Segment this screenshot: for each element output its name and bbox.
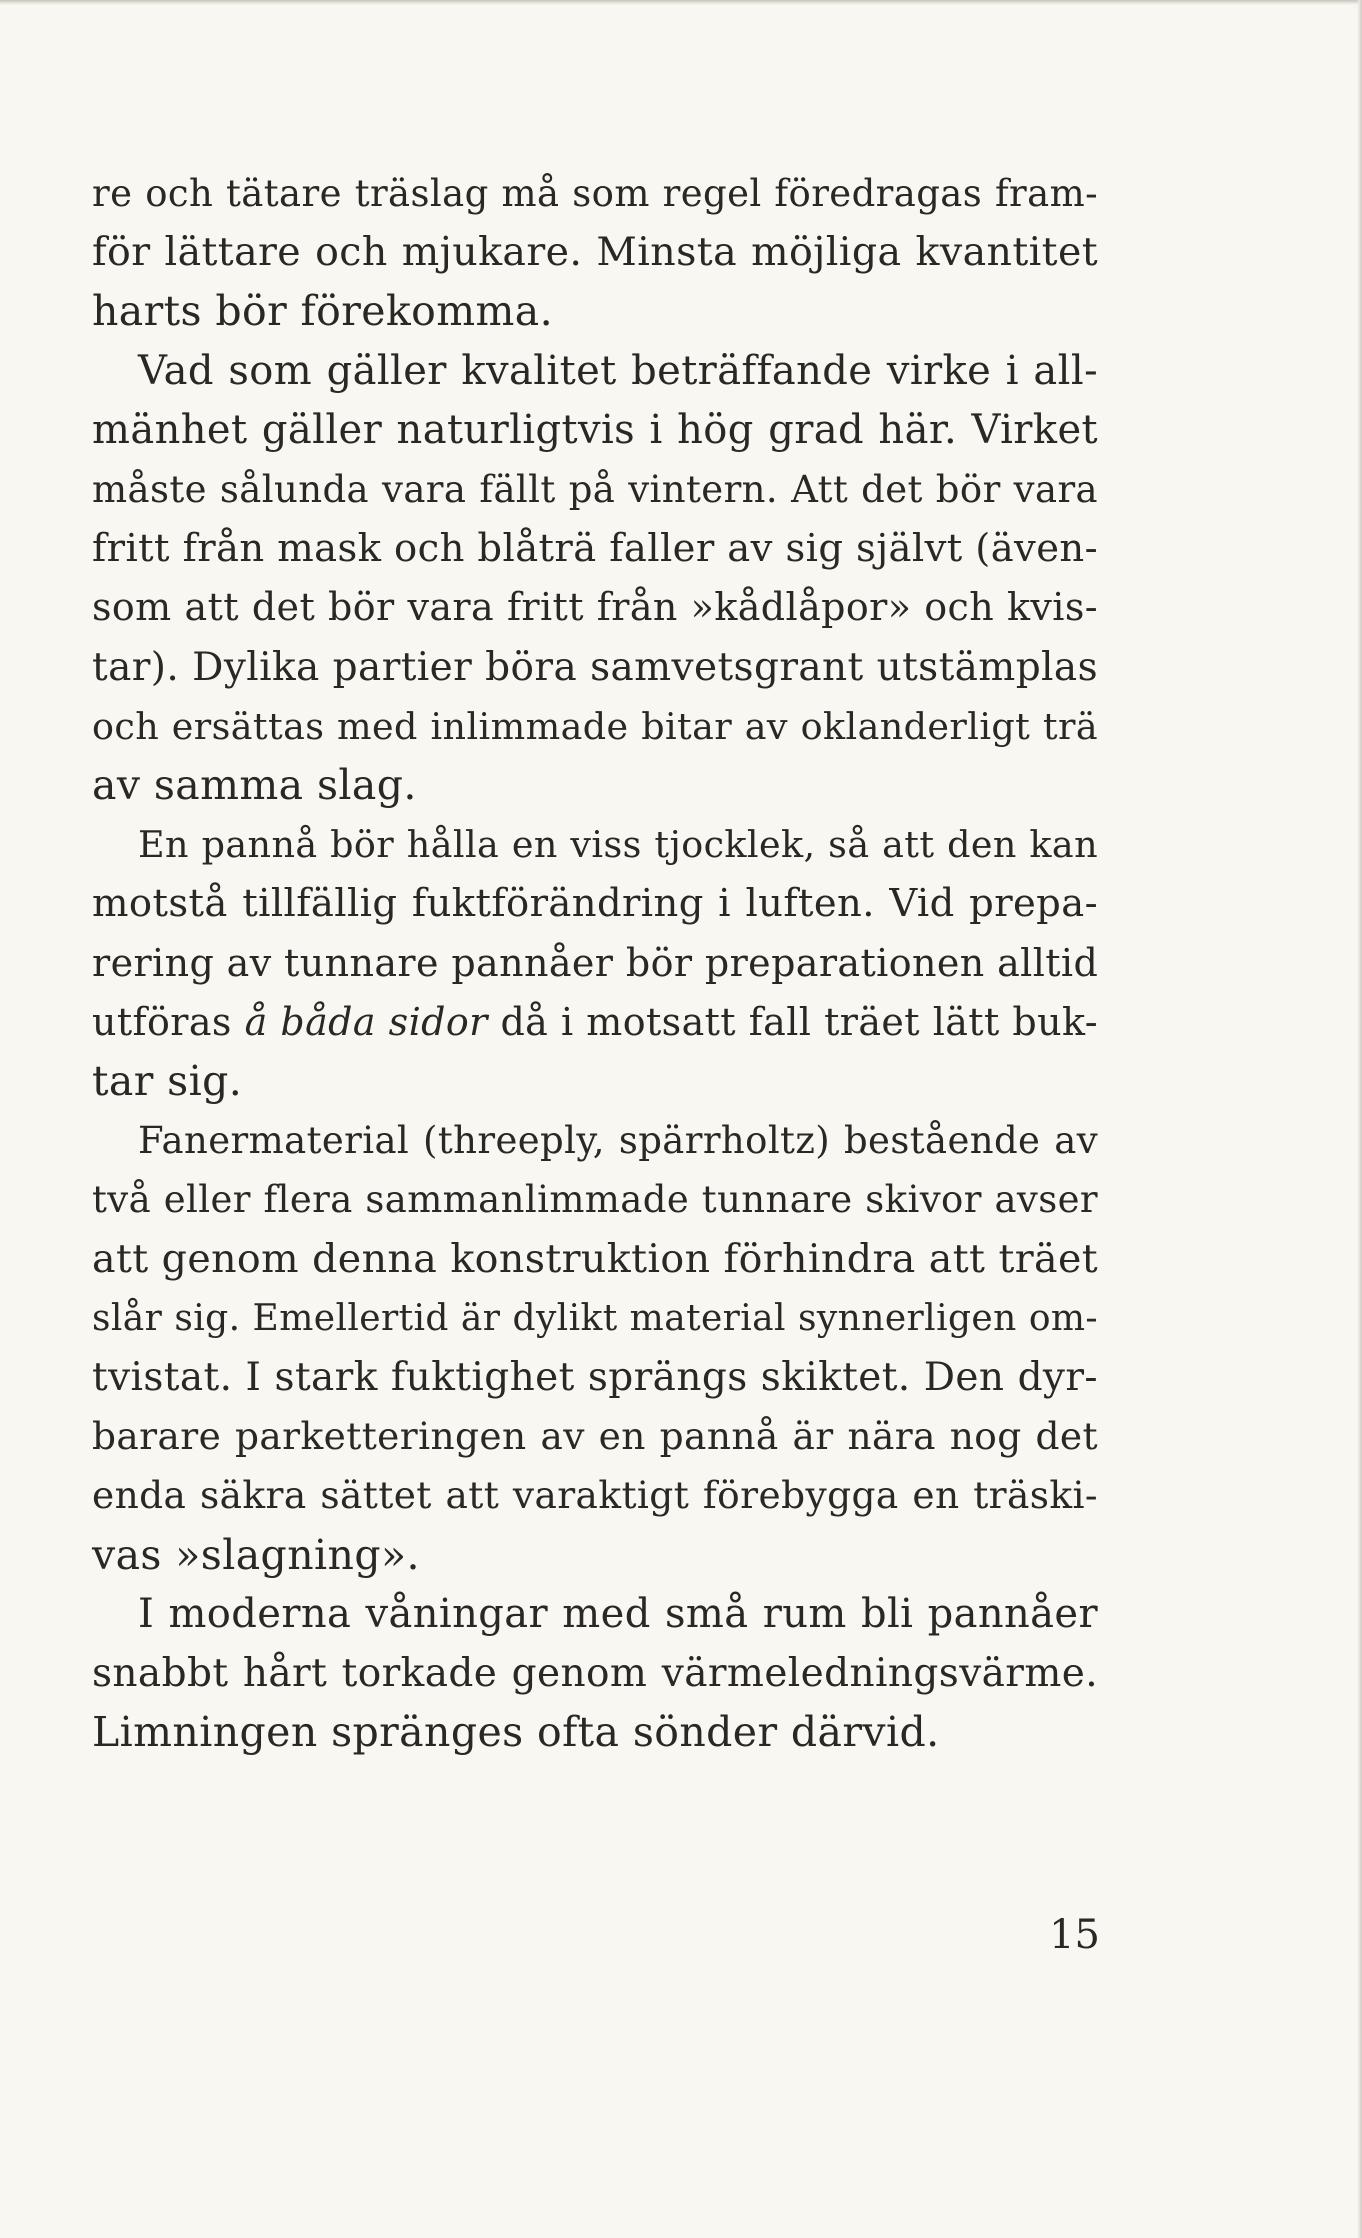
text-line: tar). Dylika partier böra samvetsgrant utstämplas — [92, 644, 1098, 690]
paragraph-1 — [92, 164, 1098, 342]
text-line: Fanermaterial (threeply, spärrholtz) bestående av — [138, 1119, 1098, 1163]
text-line: motstå tillfällig fuktförändring i luften. Vid prepa- — [92, 881, 1098, 927]
body-text — [92, 164, 1098, 1762]
text-line: vas »slagning». — [92, 1530, 420, 1579]
page-top-edge — [0, 0, 1362, 5]
text-line: måste sålunda vara fällt på vintern. Att det bör vara — [92, 468, 1098, 512]
text-line: tvistat. I stark fuktighet sprängs skiktet. Den dyr- — [92, 1355, 1098, 1401]
text-line: att genom denna konstruktion förhindra att träet — [92, 1235, 1098, 1282]
text-line: fritt från mask och blåträ faller av sig självt (även- — [92, 526, 1098, 572]
text-line: och ersättas med inlimmade bitar av oklanderligt trä — [92, 704, 1098, 748]
text-line: av samma slag. — [92, 761, 417, 810]
text-segment: utföras — [92, 999, 245, 1044]
paragraph-2 — [92, 342, 1098, 816]
page-right-edge — [1357, 0, 1362, 2238]
text-line: harts bör förekomma. — [92, 287, 554, 336]
text-line: re och tätare träslag må som regel föredragas fram- — [92, 172, 1098, 215]
text-line: för lättare och mjukare. Minsta möjliga kvantitet — [92, 229, 1098, 276]
text-line: enda säkra sättet att varaktigt förebygga en träski- — [92, 1473, 1098, 1518]
text-line: En pannå bör hålla en viss tjocklek, så att den kan — [138, 823, 1098, 867]
text-line: mänhet gäller naturligtvis i hög grad här. Virket — [92, 406, 1098, 453]
text-line: barare parketteringen av en pannå är nära nog det — [92, 1414, 1098, 1459]
text-line-with-emphasis — [92, 993, 1098, 1052]
text-line: slår sig. Emellertid är dylikt material synnerligen om- — [92, 1297, 1098, 1339]
text-line: tar sig. — [92, 1057, 243, 1106]
text-line: två eller flera sammanlimmade tunnare skivor avser — [92, 1178, 1098, 1222]
text-line: rering av tunnare pannåer bör preparationen alltid — [92, 940, 1099, 985]
paragraph-5 — [92, 1585, 1098, 1763]
paragraph-4 — [92, 1111, 1098, 1585]
text-segment: då i motsatt fall träet lätt buk- — [487, 999, 1098, 1044]
page-number: 15 — [1049, 1912, 1100, 1958]
text-line: snabbt hårt torkade genom värmeledningsvärme. — [92, 1651, 1098, 1697]
paragraph-3 — [92, 815, 1098, 1111]
emphasized-text: å båda sidor — [244, 999, 488, 1044]
text-line: I moderna våningar med små rum bli pannåer — [138, 1590, 1098, 1637]
text-line: som att det bör vara fritt från »kådlåpor» och kvis- — [92, 585, 1098, 630]
text-line: Vad som gäller kvalitet beträffande virke i all- — [138, 347, 1098, 394]
text-line: Limningen spränges ofta sönder därvid. — [92, 1708, 940, 1757]
